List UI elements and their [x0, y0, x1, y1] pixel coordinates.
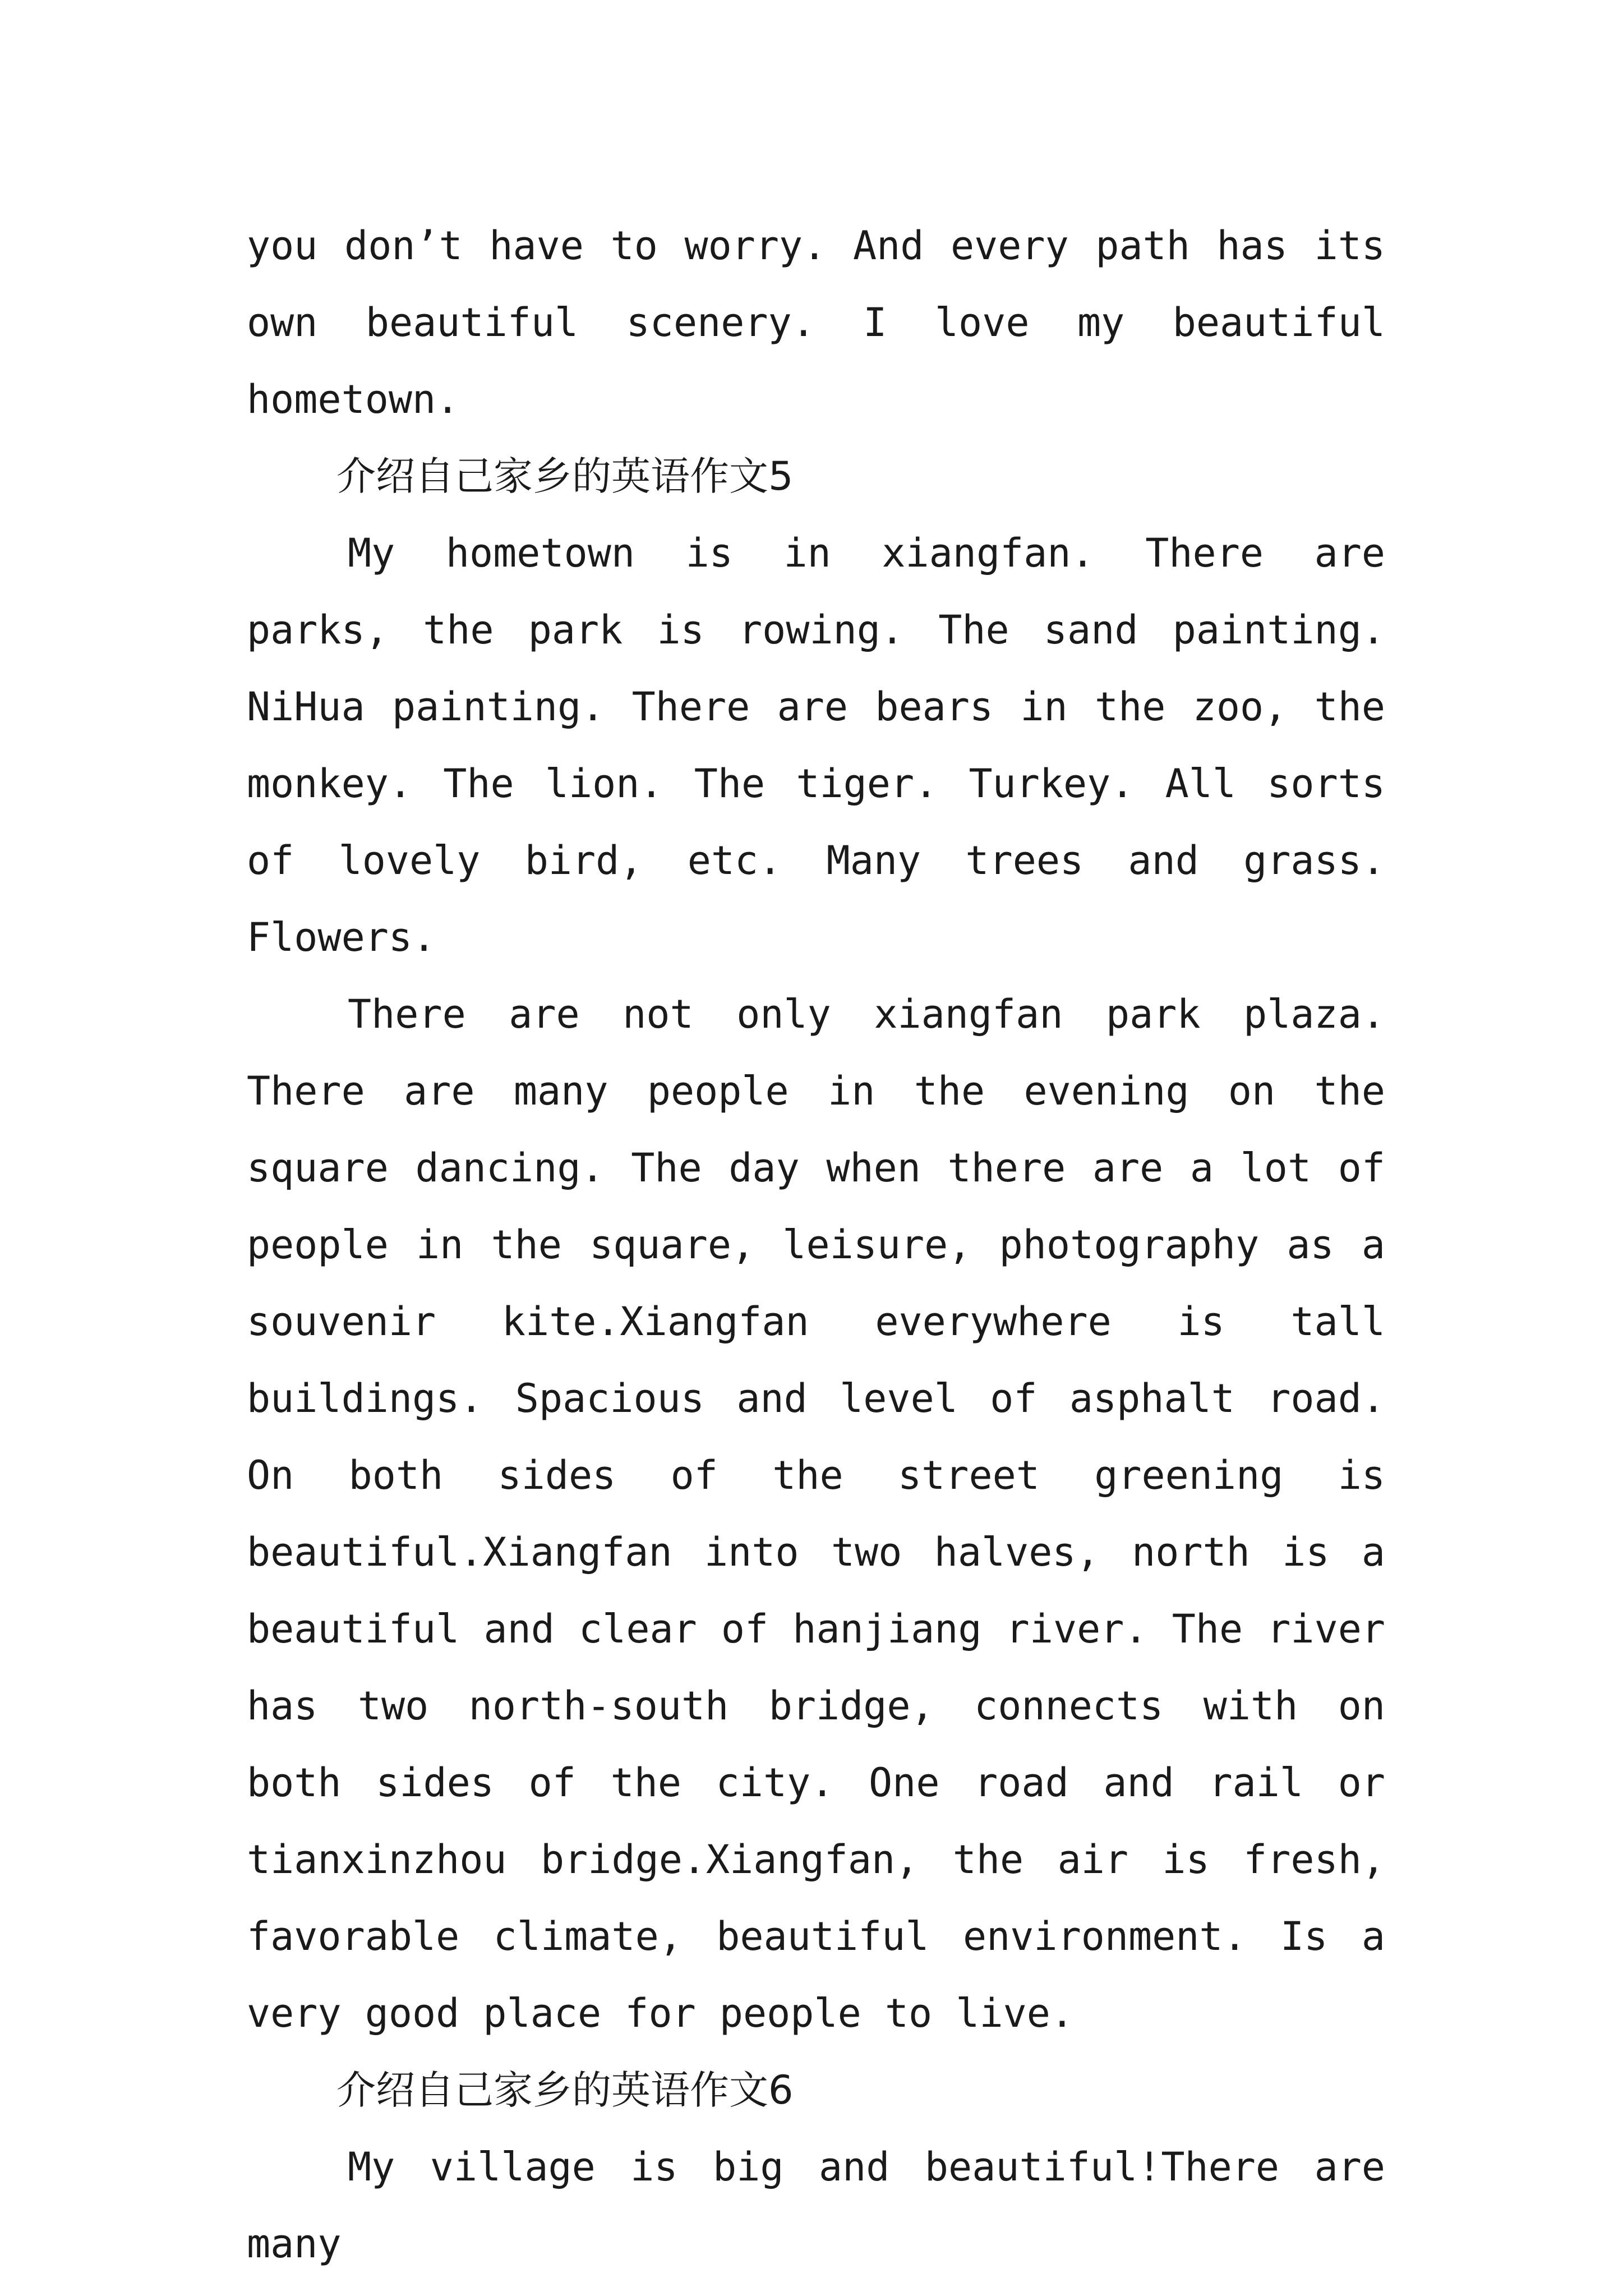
- paragraph-essay5-2: There are not only xiangfan park plaza. There are many people in the evening on the square dancing. The day when there are a lot of people in the square, leisure, photography as a souvenir kite.Xiangfan everywhere is tall buildings. Spacious and level of asphalt road. On both sides of the street greening is beautiful.Xiangfan into two halves, north is a beautiful and clear of hanjiang river. The river has two north-south bridge, connects with on both sides of the city. One road and rail or tianxinzhou bridge.Xiangfan, the air is fresh, favorable climate, beautiful environment. Is a very good place for people to live.: [247, 991, 1385, 2036]
- essay-heading-5: 介绍自己家乡的英语作文5: [336, 453, 794, 499]
- document-body: [247, 208, 1385, 2283]
- paragraph-continuation: you don’t have to worry. And every path has its own beautiful scenery. I love my beautiful hometown.: [247, 223, 1385, 422]
- essay-heading-6: 介绍自己家乡的英语作文6: [336, 2067, 794, 2113]
- paragraph-essay6-1: My village is big and beautiful!There are many: [247, 2144, 1385, 2267]
- paragraph-essay5-1: My hometown is in xiangfan. There are parks, the park is rowing. The sand painting. NiHua painting. There are bears in the zoo, the monkey. The lion. The tiger. Turkey. All sorts of lovely bird, etc. Many trees and grass. Flowers.: [247, 530, 1385, 960]
